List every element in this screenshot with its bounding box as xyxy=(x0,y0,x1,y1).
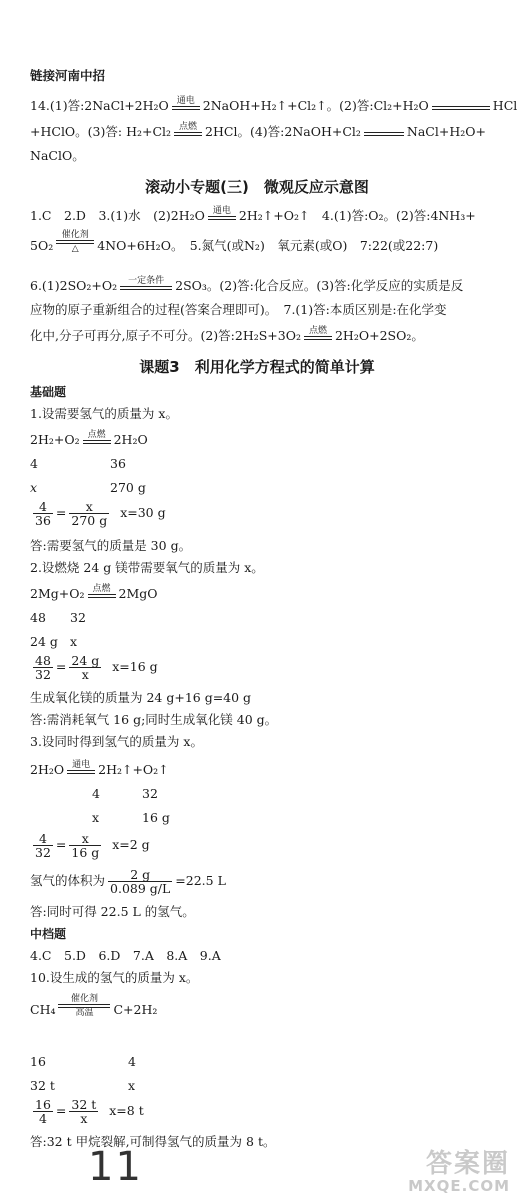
reaction-condition: 催化剂 △ xyxy=(55,230,95,254)
reaction-equals xyxy=(363,122,405,140)
p2-ratio-row-2b: x xyxy=(70,634,78,649)
q14-line-1: 14.(1)答:2NaCl+2H₂O 通电 2NaOH+H₂↑+Cl₂↑。(2)答:Cl₂+H₂O HCl xyxy=(30,96,517,113)
p2-mid: 生成氧化镁的质量为 24 g+16 g=40 g xyxy=(30,690,252,705)
p10-ratio-row-1b: 4 xyxy=(128,1054,136,1069)
p2-ratio-row-2: 24 g xyxy=(30,634,58,649)
link-heading: 链接河南中招 xyxy=(30,68,106,83)
p1-ratio-row-2b: 270 g xyxy=(110,480,146,495)
s1-line-5: 化中,分子可再分,原子不可分。(2)答:2H₂S+3O₂ 点燃 2H₂O+2SO₂。 xyxy=(30,326,424,343)
p2-answer: 答:需消耗氧气 16 g;同时生成氧化镁 40 g。 xyxy=(30,712,278,727)
p3-equation: 2H₂O 通电 2H₂↑+O₂↑ xyxy=(30,760,169,777)
p3-ratio-row-2b: 16 g xyxy=(142,810,170,825)
reaction-equals xyxy=(431,96,491,114)
p2-proportion: $\frac{48}{32}$ = $\frac{24 g}{x}$ x=16 g xyxy=(35,653,158,682)
p10-intro: 10.设生成的氢气的质量为 x。 xyxy=(30,970,199,985)
p1-answer: 答:需要氢气的质量是 30 g。 xyxy=(30,538,192,553)
p3-volume: 氢气的体积为 $\frac{2 g}{0.089 g/L}$ =22.5 L xyxy=(30,867,226,896)
p10-ratio-row-1: 16 xyxy=(30,1054,46,1069)
p1-proportion: $\frac{4}{36}$ = $\frac{x}{270 g}$ x=30 g xyxy=(35,499,166,528)
reaction-condition: 通电 xyxy=(207,206,237,224)
reaction-condition: 通电 xyxy=(66,760,96,778)
p10-ratio-row-2b: x xyxy=(128,1078,136,1093)
p1-ratio-row-1: 4 xyxy=(30,456,38,471)
p3-proportion: $\frac{4}{32}$ = $\frac{x}{16 g}$ x=2 g xyxy=(35,831,150,860)
page-number-mark: 11 xyxy=(88,1144,143,1190)
p3-ratio-row-2: x xyxy=(92,810,100,825)
p3-answer: 答:同时可得 22.5 L 的氢气。 xyxy=(30,904,195,919)
p2-ratio-row-1: 48 xyxy=(30,610,46,625)
multiple-choice-answers: 4.C 5.D 6.D 7.A 8.A 9.A xyxy=(30,948,221,963)
p10-equation: CH₄ 催化剂 高温 C+2H₂ xyxy=(30,994,158,1018)
reaction-condition: 点燃 xyxy=(87,584,117,602)
watermark-logo: 答案圈 MXQE.COM xyxy=(408,1149,510,1195)
reaction-condition: 点燃 xyxy=(303,326,333,344)
p2-equation: 2Mg+O₂ 点燃 2MgO xyxy=(30,584,158,601)
s1-line-2: 5O₂ 催化剂 △ 4NO+6H₂O。 5.氮气(或N₂) 氧元素(或O) 7:22(或22:7) xyxy=(30,230,439,254)
p3-intro: 3.设同时得到氢气的质量为 x。 xyxy=(30,734,203,749)
reaction-condition: 一定条件 xyxy=(119,276,173,294)
p2-intro: 2.设燃烧 24 g 镁带需要氧气的质量为 x。 xyxy=(30,560,264,575)
section-title-calculation: 课题3 利用化学方程式的简单计算 xyxy=(139,358,375,376)
section-title-micro-reaction: 滚动小专题(三) 微观反应示意图 xyxy=(145,178,369,196)
p3-ratio-row-1b: 32 xyxy=(142,786,158,801)
reaction-condition: 点燃 xyxy=(82,430,112,448)
p3-ratio-row-1: 4 xyxy=(92,786,100,801)
p10-answer: 答:32 t 甲烷裂解,可制得氢气的质量为 8 t。 xyxy=(30,1134,276,1149)
mid-heading: 中档题 xyxy=(30,927,67,941)
reaction-condition: 催化剂 高温 xyxy=(57,994,111,1018)
q14-line-3: NaClO。 xyxy=(30,148,85,163)
p1-equation: 2H₂+O₂ 点燃 2H₂O xyxy=(30,430,148,447)
reaction-condition: 点燃 xyxy=(173,122,203,140)
p10-ratio-row-2: 32 t xyxy=(30,1078,55,1093)
basic-heading: 基础题 xyxy=(30,385,67,399)
p1-ratio-row-1b: 36 xyxy=(110,456,126,471)
s1-line-3: 6.(1)2SO₂+O₂ 一定条件 2SO₃。(2)答:化合反应。(3)答:化学反应的实质是反 xyxy=(30,276,464,293)
p1-intro: 1.设需要氢气的质量为 x。 xyxy=(30,406,178,421)
reaction-condition: 通电 xyxy=(171,96,201,114)
s1-line-4: 应物的原子重新组合的过程(答案合理即可)。 7.(1)答:本质区别是:在化学变 xyxy=(30,302,447,317)
p10-proportion: $\frac{16}{4}$ = $\frac{32 t}{x}$ x=8 t xyxy=(35,1097,144,1126)
s1-line-1: 1.C 2.D 3.(1)水 (2)2H₂O 通电 2H₂↑+O₂↑ 4.(1)答:O₂。(2)答:4NH₃+ xyxy=(30,206,476,223)
p2-ratio-row-1b: 32 xyxy=(70,610,86,625)
p1-ratio-row-2: x xyxy=(30,480,38,495)
q14-line-2: +HClO。(3)答: H₂+Cl₂ 点燃 2HCl。(4)答:2NaOH+Cl₂ NaCl+H₂O+ xyxy=(30,122,486,139)
